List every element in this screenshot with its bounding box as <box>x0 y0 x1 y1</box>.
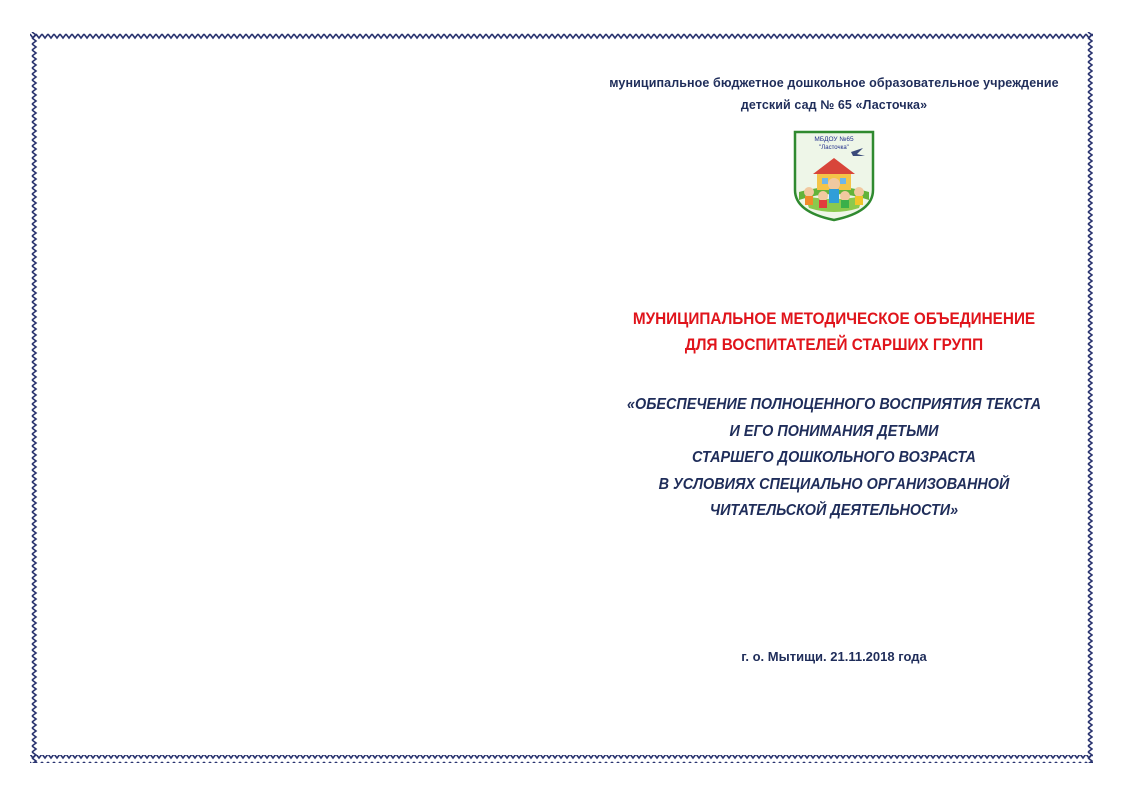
event-title-line-2: ДЛЯ ВОСПИТАТЕЛЕЙ СТАРШИХ ГРУПП <box>684 335 984 354</box>
topic-line-4: В УСЛОВИЯХ СПЕЦИАЛЬНО ОРГАНИЗОВАННОЙ <box>658 475 1010 493</box>
event-title-line-1: МУНИЦИПАЛЬНОЕ МЕТОДИЧЕСКОЕ ОБЪЕДИНЕНИЕ <box>632 309 1036 328</box>
kindergarten-logo <box>793 130 875 222</box>
logo-text-1: МБДОУ №65 <box>814 136 854 143</box>
organization-line-2: детский сад № 65 «Ласточка» <box>740 98 928 112</box>
topic-line-2: И ЕГО ПОНИМАНИЯ ДЕТЬМИ <box>729 422 939 440</box>
logo-text-2: "Ласточка" <box>819 145 849 151</box>
organization-line-1: муниципальное бюджетное дошкольное образовательное учреждение <box>609 76 1059 90</box>
topic-line-3: СТАРШЕГО ДОШКОЛЬНОГО ВОЗРАСТА <box>692 449 976 466</box>
topic-line-5: ЧИТАТЕЛЬСКОЙ ДЕЯТЕЛЬНОСТИ» <box>709 502 959 519</box>
topic-line-1: «ОБЕСПЕЧЕНИЕ ПОЛНОЦЕННОГО ВОСПРИЯТИЯ ТЕКСТА <box>626 396 1041 413</box>
organization-name <box>588 72 1080 116</box>
event-title <box>613 306 1056 358</box>
topic-title <box>613 392 1056 525</box>
place-and-date: г. о. Мытищи. 21.11.2018 года <box>741 649 927 664</box>
